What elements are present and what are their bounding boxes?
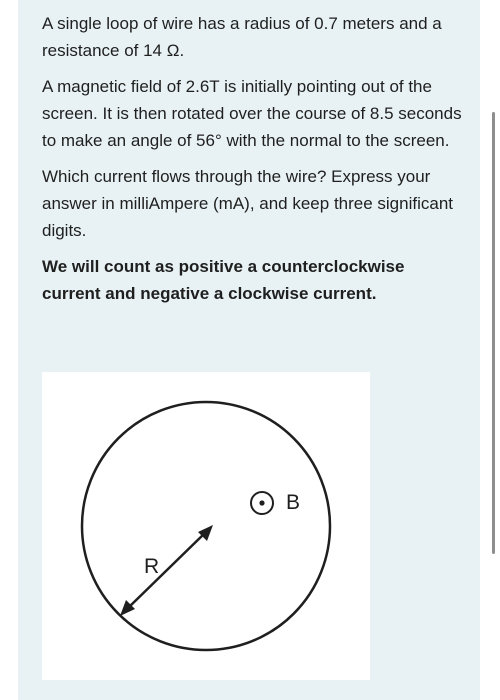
problem-paragraph-field: A magnetic field of 2.6T is initially pointing out of the screen. It is then rotated over the course of 8.5 seconds to make an angle of 56° with the normal to the screen. [42, 77, 462, 150]
wire-loop [82, 402, 330, 650]
radius-arrow [120, 525, 213, 616]
problem-paragraph-loop: A single loop of wire has a radius of 0.7 meters and a resistance of 14 Ω. [42, 14, 442, 60]
problem-paragraph-sign-convention: We will count as positive a counterclockwise current and negative a clockwise current. [42, 257, 405, 303]
loop-figure [42, 372, 370, 680]
loop-diagram [42, 372, 370, 680]
field-label: B [286, 491, 301, 514]
field-out-of-screen-icon [251, 492, 273, 514]
scrollbar[interactable] [492, 112, 495, 554]
problem-paragraph-question: Which current flows through the wire? Express your answer in milliAmpere (mA), and keep three significant digits. [42, 167, 454, 240]
radius-label: R [144, 555, 160, 578]
problem-text [42, 10, 462, 316]
